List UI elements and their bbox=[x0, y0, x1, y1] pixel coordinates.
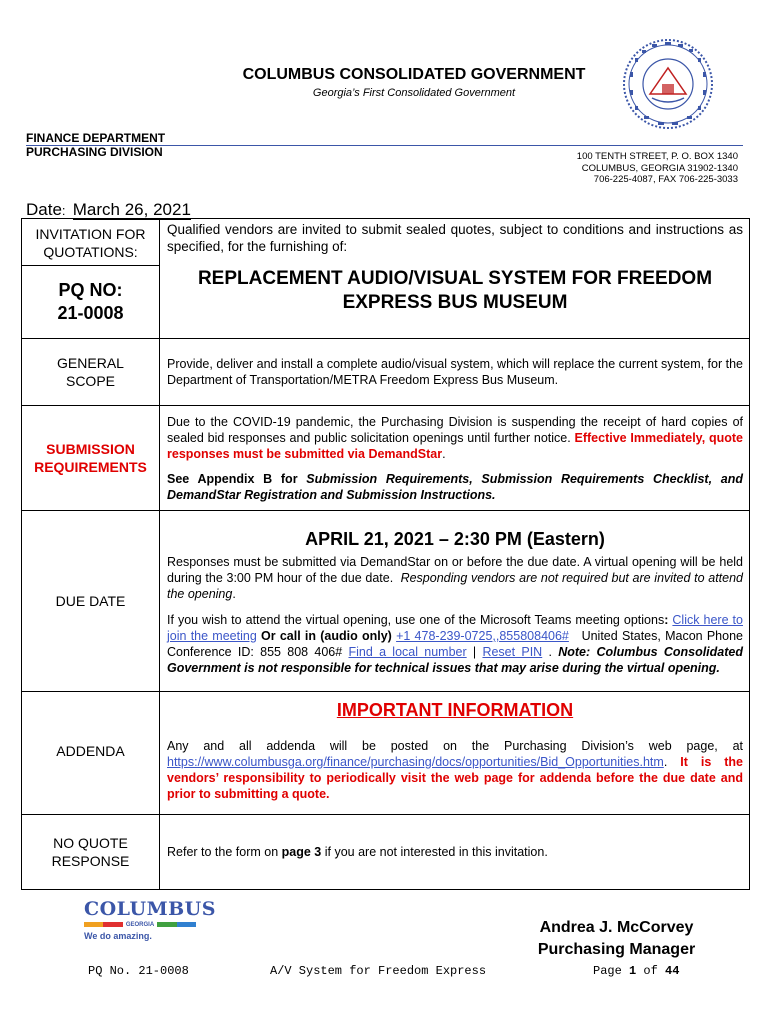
footer-page-number: 1 bbox=[629, 964, 637, 978]
general-scope-label-line2: SCOPE bbox=[65, 373, 115, 389]
project-title-line1: REPLACEMENT AUDIO/VISUAL SYSTEM FOR FREEDOM bbox=[197, 268, 713, 289]
conference-id: United States, Macon Phone Conference ID: 855 808 406# bbox=[167, 629, 743, 659]
invitation-label-line2: QUOTATIONS: bbox=[43, 244, 138, 260]
address-block bbox=[478, 151, 738, 186]
technical-issues-note: Note: Columbus Consolidated Government is not responsible for technical issues that may arise during the virtual opening. bbox=[167, 645, 743, 675]
find-local-number-link[interactable]: Find a local number bbox=[348, 645, 467, 659]
due-date-italic: Responding vendors are not required but are invited to attend the opening bbox=[167, 571, 743, 601]
invitation-text: Qualified vendors are invited to submit sealed quotes, subject to conditions and instructions as specified, for the furnishing of: bbox=[167, 222, 743, 254]
date-label: Date bbox=[26, 200, 62, 219]
header-divider bbox=[26, 145, 743, 146]
document-title: COLUMBUS CONSOLIDATED GOVERNMENT bbox=[242, 66, 586, 83]
due-date-instructions: Responses must be submitted via DemandStar on or before the due date. A virtual opening will be held during the 3:00 PM hour of the due date. Responding vendors are not required but are invited to attend the opening. bbox=[167, 555, 743, 601]
pq-label-cell bbox=[22, 266, 160, 339]
invitation-row bbox=[22, 219, 750, 266]
address-line-3: 706-225-4087, FAX 706-225-3033 bbox=[593, 174, 738, 185]
city-seal-icon bbox=[622, 38, 714, 130]
submission-label-line2: REQUIREMENTS bbox=[34, 459, 147, 475]
important-header-cell bbox=[160, 692, 750, 736]
division-name: PURCHASING DIVISION bbox=[26, 145, 163, 159]
submission-label bbox=[22, 406, 160, 511]
addenda-text: Any and all addenda will be posted on the Purchasing Division’s web page, at bbox=[167, 739, 743, 753]
no-quote-suffix: if you are not interested in this invitation. bbox=[324, 845, 548, 859]
invitation-label-line1: INVITATION FOR bbox=[35, 226, 146, 242]
virtual-opening-text: If you wish to attend the virtual opening, use one of the Microsoft Teams meeting options bbox=[167, 613, 665, 627]
no-quote-row bbox=[22, 815, 750, 890]
document-subtitle: Georgia’s First Consolidated Government bbox=[312, 87, 516, 99]
date-line: Date: March 26, 2021 bbox=[26, 200, 191, 219]
invitation-body bbox=[160, 219, 750, 339]
manager-name: Andrea J. McCorvey bbox=[539, 919, 694, 936]
no-quote-label bbox=[22, 815, 160, 890]
no-quote-prefix: Refer to the form on bbox=[167, 845, 279, 859]
logo-bar bbox=[84, 921, 196, 928]
footer-page-label: Page bbox=[593, 964, 622, 978]
submission-notice: Due to the COVID-19 pandemic, the Purchasing Division is suspending the receipt of hard copies of sealed bid responses and public solicitation openings until further notice. bbox=[167, 414, 743, 445]
call-in-label: Or call in (audio only) bbox=[261, 629, 392, 643]
no-quote-label-line2: RESPONSE bbox=[51, 853, 130, 869]
due-datetime: APRIL 21, 2021 – 2:30 PM (Eastern) bbox=[305, 529, 605, 549]
phone-link[interactable]: +1 478-239-0725,,855808406# bbox=[396, 629, 569, 643]
addenda-body: Any and all addenda will be posted on the Purchasing Division’s web page, at https://www.columbusga.org/finance/purchasing/docs/opportunities/Bid_Opportunities.htm. It is the vendors’ responsibility to periodically visit the web page for addenda before the due date and prior to submitting a quote. bbox=[160, 735, 750, 815]
no-quote-page-ref: page 3 bbox=[281, 845, 322, 859]
manager-title: Purchasing Manager bbox=[537, 941, 696, 958]
logo-state: GEORGIA bbox=[125, 921, 155, 928]
submission-label-line1: SUBMISSION bbox=[46, 441, 135, 457]
logo-wordmark: COLUMBUS bbox=[84, 898, 216, 920]
submission-row bbox=[22, 406, 750, 511]
department-name: FINANCE DEPARTMENT bbox=[26, 131, 166, 145]
columbus-logo bbox=[84, 898, 216, 952]
address-line-1: 100 TENTH STREET, P. O. BOX 1340 bbox=[576, 151, 738, 162]
address-line-2: COLUMBUS, GEORGIA 31902-1340 bbox=[581, 162, 738, 174]
important-row bbox=[22, 692, 750, 736]
general-scope-label-line1: GENERAL bbox=[57, 355, 124, 371]
submission-body bbox=[160, 406, 750, 511]
general-scope-row bbox=[22, 339, 750, 406]
due-date-row bbox=[22, 511, 750, 692]
due-date-text: Responses must be submitted via DemandStar on or before the due date. A virtual opening will be held during the 3:00 PM hour of the due date. bbox=[167, 555, 743, 585]
footer-page-total: 44 bbox=[665, 964, 680, 978]
signature-block bbox=[520, 917, 713, 961]
quotation-table bbox=[21, 218, 750, 890]
submission-text: Due to the COVID-19 pandemic, the Purchasing Division is suspending the receipt of hard copies of sealed bid responses and public solicitation openings until further notice. Effective Immediately, quote responses must be submitted via DemandStar. bbox=[167, 414, 743, 461]
general-scope-text: Provide, deliver and install a complete audio/visual system, which will replace the current system, for the Department of Transportation/METRA Freedom Express Bus Museum. bbox=[160, 339, 750, 406]
virtual-opening-info: If you wish to attend the virtual opening, use one of the Microsoft Teams meeting options: Click here to join the meeting Or call in (audio only) +1 478-239-0725,,855808406# United States, Macon Phone Conference ID: 855 808 406# Find a local number | Reset PIN . Note: Columbus Consolidated Government is not responsible for technical issues that may arise during the virtual opening. bbox=[167, 613, 743, 675]
appendix-note bbox=[167, 471, 743, 503]
due-date-label: DUE DATE bbox=[22, 511, 160, 692]
submission-effective: Effective Immediately, quote responses must be submitted via DemandStar bbox=[167, 430, 743, 461]
appendix-items: Submission Requirements, Submission Requirements Checklist, and DemandStar Registration and Submission Instructions. bbox=[167, 471, 743, 502]
invitation-label bbox=[22, 219, 160, 266]
no-quote-label-line1: NO QUOTE bbox=[53, 835, 128, 851]
project-title-line2: EXPRESS BUS MUSEUM bbox=[342, 292, 568, 313]
logo-tagline: We do amazing. bbox=[84, 931, 152, 941]
footer-of-label: of bbox=[643, 964, 658, 978]
reset-pin-link[interactable]: Reset PIN bbox=[482, 645, 543, 659]
footer-pq: PQ No. 21-0008 bbox=[88, 964, 189, 978]
join-meeting-link[interactable]: Click here to join the meeting bbox=[167, 613, 743, 643]
due-date-body bbox=[160, 511, 750, 692]
addenda-label: ADDENDA bbox=[22, 692, 160, 815]
pq-number: 21-0008 bbox=[57, 303, 124, 323]
no-quote-text bbox=[160, 815, 750, 890]
footer-system: A/V System for Freedom Express bbox=[270, 964, 487, 978]
bid-opportunities-link[interactable]: https://www.columbusga.org/finance/purchasing/docs/opportunities/Bid_Opportunities.htm bbox=[167, 755, 664, 769]
project-title bbox=[167, 267, 743, 315]
important-title: IMPORTANT INFORMATION bbox=[336, 700, 574, 720]
addenda-responsibility: It is the vendors’ responsibility to periodically visit the web page for addenda before the due date and prior to submitting a quote. bbox=[167, 755, 743, 801]
appendix-prefix: See Appendix B for bbox=[167, 471, 307, 486]
pq-label: PQ NO: bbox=[58, 280, 123, 300]
general-scope-label bbox=[22, 339, 160, 406]
footer-page bbox=[593, 964, 679, 978]
date-value: March 26, 2021 bbox=[72, 200, 191, 219]
